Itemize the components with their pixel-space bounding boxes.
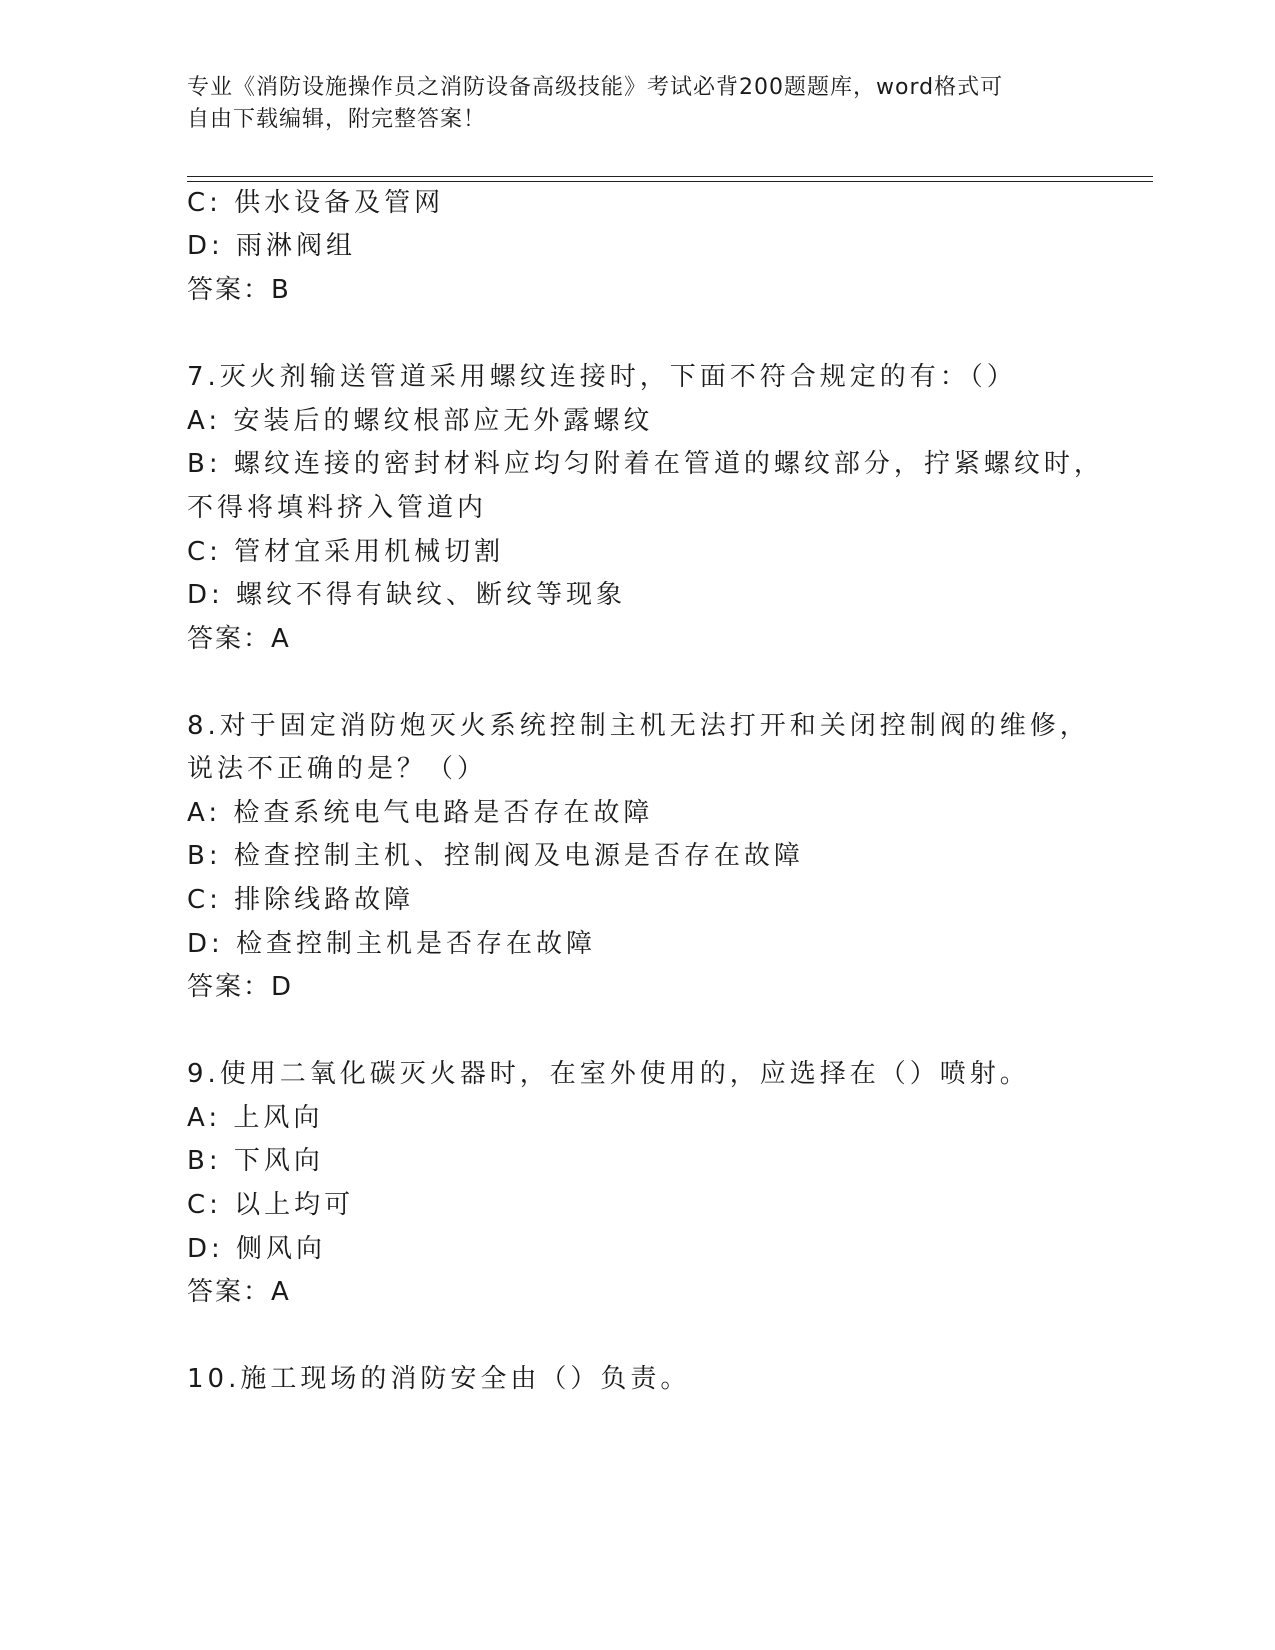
q8-option-b: B: 检查控制主机、控制阀及电源是否存在故障 (187, 841, 804, 871)
q6-option-c: C: 供水设备及管网 (187, 188, 445, 218)
q6-option-d: D: 雨淋阀组 (187, 231, 357, 261)
q7-option-b: B: 螺纹连接的密封材料应均匀附着在管道的螺纹部分，拧紧螺纹时， (187, 449, 1104, 479)
q7-question: 7.灭火剂输送管道采用螺纹连接时，下面不符合规定的有：（） (187, 362, 1017, 392)
q7-option-d: D: 螺纹不得有缺纹、断纹等现象 (187, 580, 627, 610)
header-divider-top (187, 176, 1153, 177)
q9-option-d: D: 侧风向 (187, 1234, 327, 1264)
header-line-2: 自由下载编辑，附完整答案！ (187, 107, 487, 132)
q8-option-a: A: 检查系统电气电路是否存在故障 (187, 798, 654, 828)
q7-option-c: C: 管材宜采用机械切割 (187, 537, 505, 567)
q10-question: 10.施工现场的消防安全由（）负责。 (187, 1364, 691, 1394)
q7-answer: 答案：A (187, 624, 291, 654)
q8-option-d: D: 检查控制主机是否存在故障 (187, 929, 597, 959)
q8-option-c: C: 排除线路故障 (187, 885, 415, 915)
q9-question: 9.使用二氧化碳灭火器时，在室外使用的，应选择在（）喷射。 (187, 1059, 1030, 1089)
q8-answer: 答案：D (187, 972, 294, 1002)
q9-option-b: B: 下风向 (187, 1146, 324, 1176)
q9-answer: 答案：A (187, 1277, 291, 1307)
header-divider-bottom (187, 181, 1153, 182)
document-header (187, 72, 1067, 136)
q6-answer: 答案：B (187, 275, 291, 305)
q7-option-a: A: 安装后的螺纹根部应无外露螺纹 (187, 406, 654, 436)
q8-question-continued: 说法不正确的是？（） (187, 754, 488, 784)
q9-option-a: A: 上风向 (187, 1103, 324, 1133)
q8-question: 8.对于固定消防炮灭火系统控制主机无法打开和关闭控制阀的维修， (187, 711, 1090, 741)
q7-option-b-continued: 不得将填料挤入管道内 (187, 493, 488, 523)
header-line-1: 专业《消防设施操作员之消防设备高级技能》考试必背200题题库，word格式可 (187, 75, 1004, 100)
q9-option-c: C: 以上均可 (187, 1190, 355, 1220)
